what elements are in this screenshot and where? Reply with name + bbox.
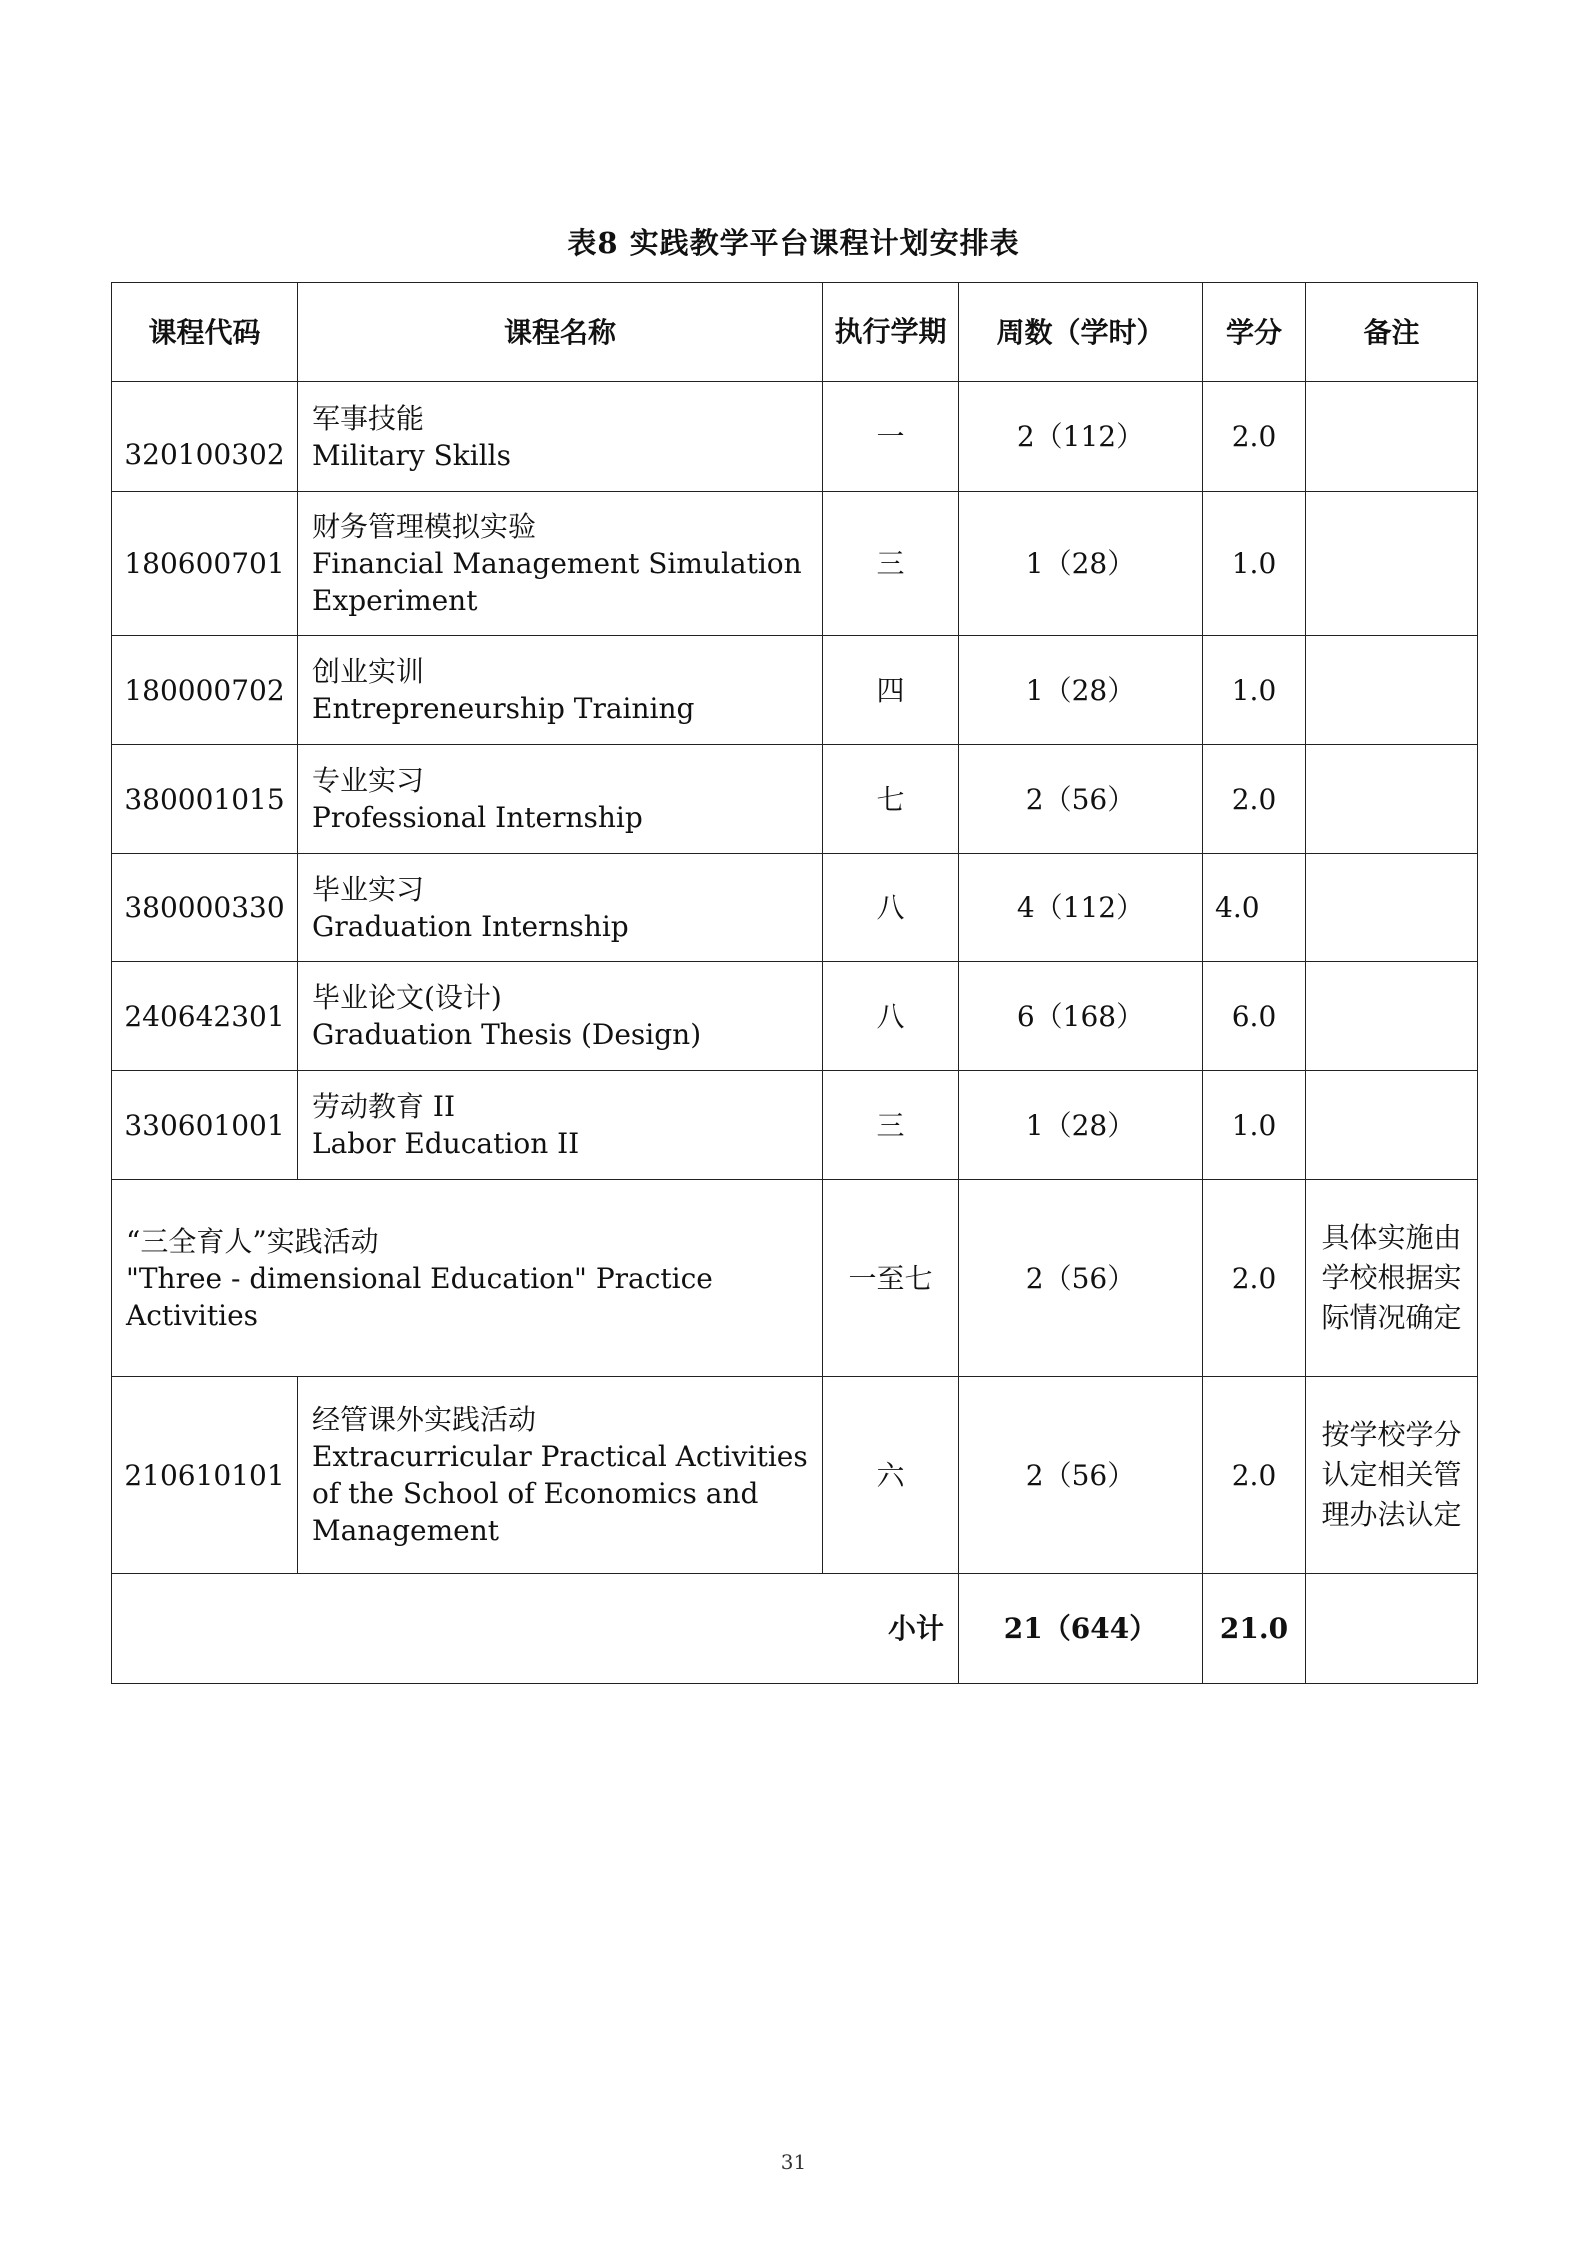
course-code: 180000702: [112, 636, 298, 745]
course-weeks: 2（56）: [959, 1377, 1203, 1574]
subtotal-label: 小计: [112, 1574, 959, 1684]
course-name-en: Entrepreneurship Training: [312, 692, 695, 725]
table-row: [112, 1071, 1478, 1180]
course-code: 320100302: [112, 382, 298, 492]
course-name-cn: 军事技能: [312, 401, 425, 435]
subtotal-weeks: 21（644）: [959, 1574, 1203, 1684]
course-credit: 2.0: [1203, 1377, 1306, 1574]
course-remark: [1306, 962, 1478, 1071]
header-code: 课程代码: [112, 283, 298, 382]
course-weeks: 1（28）: [959, 1071, 1203, 1180]
course-code: 180600701: [112, 492, 298, 636]
course-name-en: Graduation Thesis (Design): [312, 1018, 702, 1051]
table-title: 表8 实践教学平台课程计划安排表: [567, 226, 1020, 260]
course-remark: [1306, 492, 1478, 636]
course-credit: 1.0: [1203, 636, 1306, 745]
course-remark: [1306, 382, 1478, 492]
course-credit: 1.0: [1203, 1071, 1306, 1180]
course-name: [112, 1180, 823, 1377]
course-code: 380000330: [112, 854, 298, 962]
course-weeks: 6（168）: [959, 962, 1203, 1071]
course-name: [298, 1377, 823, 1574]
course-semester: 一至七: [823, 1180, 959, 1377]
course-weeks: 2（112）: [959, 382, 1203, 492]
course-semester: 三: [823, 1071, 959, 1180]
course-name: [298, 636, 823, 745]
table-row: [112, 1180, 1478, 1377]
table-row: [112, 636, 1478, 745]
course-weeks: 2（56）: [959, 745, 1203, 854]
course-name-en: Financial Management Simulation Experiment: [312, 547, 802, 617]
page-number: 31: [780, 2150, 807, 2174]
table-row: [112, 962, 1478, 1071]
course-code: 240642301: [112, 962, 298, 1071]
course-name-en: "Three - dimensional Education" Practice Activities: [126, 1261, 713, 1332]
table-row: [112, 492, 1478, 636]
course-name: [298, 382, 823, 492]
course-name: [298, 1071, 823, 1180]
course-semester: 四: [823, 636, 959, 745]
course-name-en: Military Skills: [312, 438, 511, 472]
course-remark: [1306, 854, 1478, 962]
course-name: [298, 745, 823, 854]
subtotal-credit: 21.0: [1203, 1574, 1306, 1684]
course-weeks: 2（56）: [959, 1180, 1203, 1377]
table-row: [112, 382, 1478, 492]
subtotal-remark: [1306, 1574, 1478, 1684]
course-remark: 具体实施由学校根据实际情况确定: [1306, 1180, 1478, 1377]
course-credit: 1.0: [1203, 492, 1306, 636]
header-row: [112, 283, 1478, 382]
course-semester: 七: [823, 745, 959, 854]
course-semester: 六: [823, 1377, 959, 1574]
course-name-cn: 经管课外实践活动: [312, 1403, 537, 1436]
course-name-cn: “三全育人”实践活动: [126, 1224, 379, 1258]
course-name-cn: 毕业论文(设计): [312, 981, 502, 1014]
header-weeks: 周数（学时）: [959, 283, 1203, 382]
course-semester: 一: [823, 382, 959, 492]
course-remark: [1306, 745, 1478, 854]
practice-course-table: [111, 282, 1478, 1684]
course-weeks: 1（28）: [959, 636, 1203, 745]
course-name-cn: 毕业实习: [312, 872, 425, 906]
course-semester: 三: [823, 492, 959, 636]
header-semester: 执行学期: [823, 283, 959, 382]
course-credit: 4.0: [1203, 854, 1306, 962]
course-name-cn: 专业实习: [312, 764, 425, 797]
course-name-en: Professional Internship: [312, 801, 643, 834]
course-name-en: Graduation Internship: [312, 909, 629, 943]
course-name-cn: 财务管理模拟实验: [312, 510, 537, 543]
header-name: 课程名称: [298, 283, 823, 382]
table-row: [112, 854, 1478, 962]
subtotal-row: [112, 1574, 1478, 1684]
header-credit: 学分: [1203, 283, 1306, 382]
course-weeks: 4（112）: [959, 854, 1203, 962]
course-remark: [1306, 636, 1478, 745]
course-remark: 按学校学分认定相关管理办法认定: [1306, 1377, 1478, 1574]
course-semester: 八: [823, 962, 959, 1071]
course-credit: 2.0: [1203, 382, 1306, 492]
course-credit: 6.0: [1203, 962, 1306, 1071]
course-weeks: 1（28）: [959, 492, 1203, 636]
course-name: [298, 854, 823, 962]
course-name-cn: 创业实训: [312, 655, 425, 688]
table-row: [112, 1377, 1478, 1574]
course-name-cn: 劳动教育 II: [312, 1090, 456, 1123]
course-credit: 2.0: [1203, 1180, 1306, 1377]
course-name: [298, 492, 823, 636]
course-code: 380001015: [112, 745, 298, 854]
course-credit: 2.0: [1203, 745, 1306, 854]
course-code: 330601001: [112, 1071, 298, 1180]
course-name-en: Labor Education II: [312, 1127, 580, 1160]
course-remark: [1306, 1071, 1478, 1180]
header-remark: 备注: [1306, 283, 1478, 382]
course-semester: 八: [823, 854, 959, 962]
course-name-en: Extracurricular Practical Activities of the School of Economics and Management: [312, 1440, 808, 1547]
course-name: [298, 962, 823, 1071]
course-code: 210610101: [112, 1377, 298, 1574]
table-row: [112, 745, 1478, 854]
